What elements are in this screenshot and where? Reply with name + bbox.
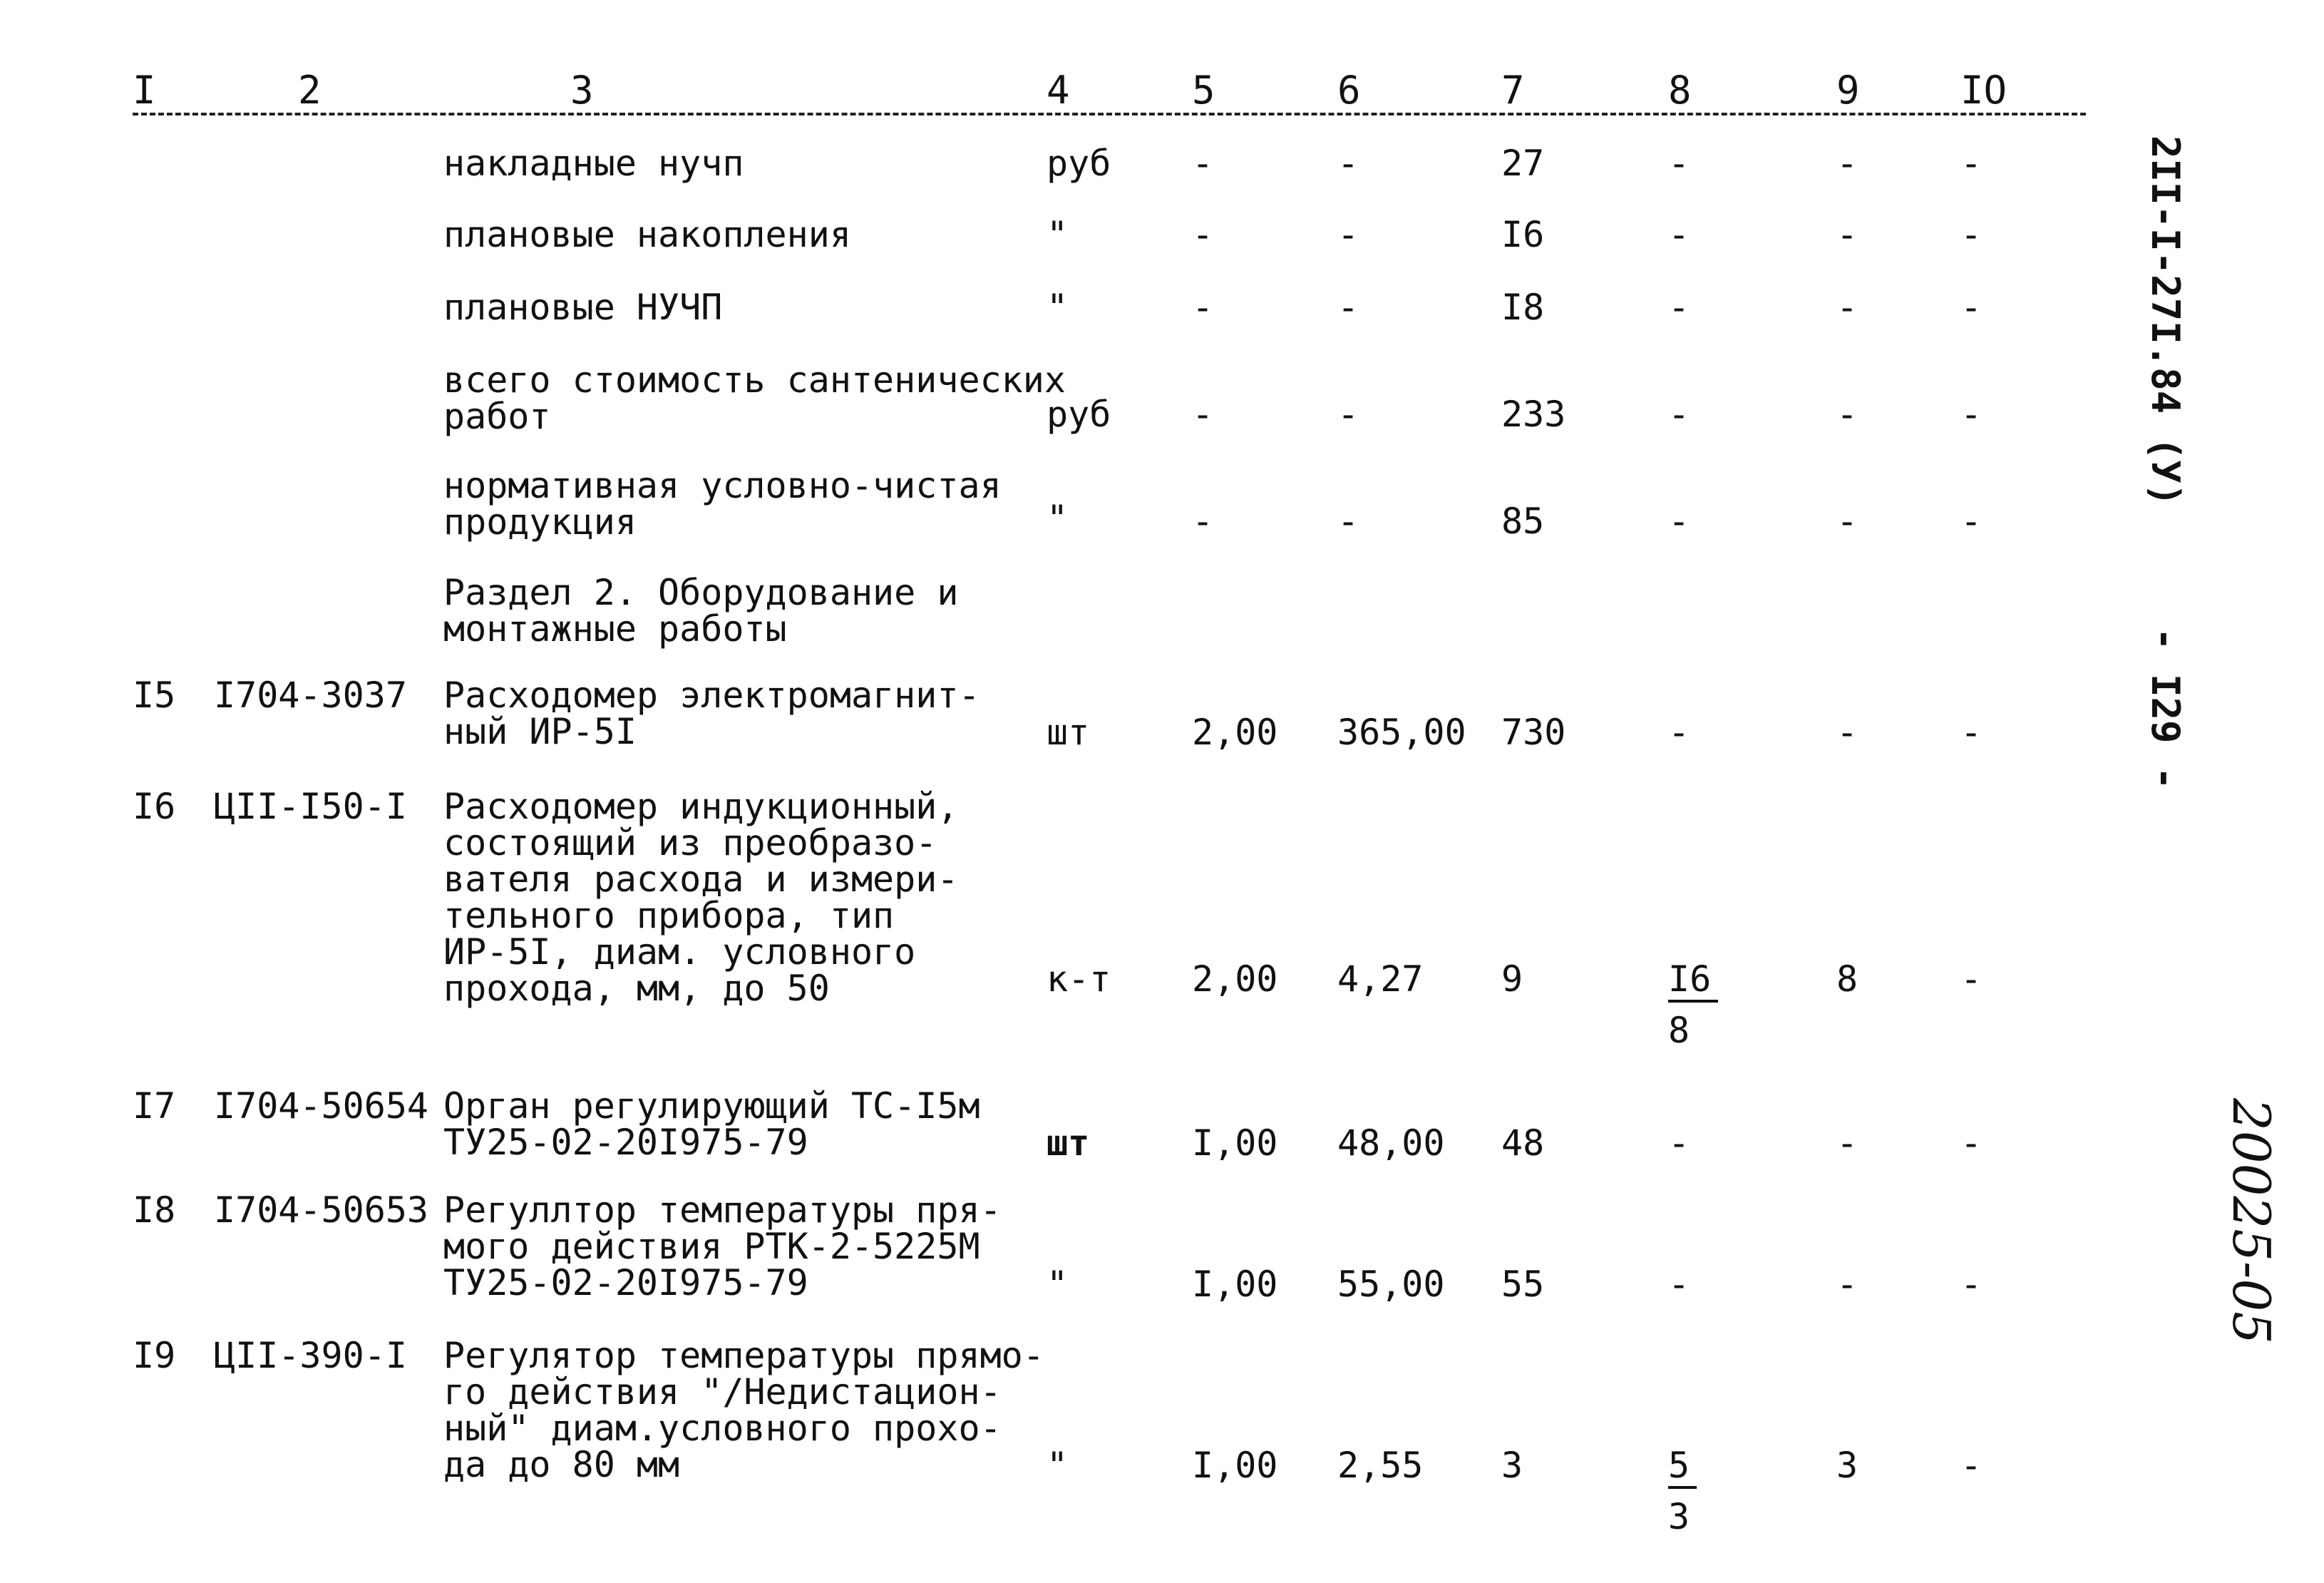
row-code: I704-3037 xyxy=(214,675,407,716)
row-code: I704-50654 xyxy=(214,1085,429,1127)
row-col9: - xyxy=(1836,712,1858,753)
row-description: Регулятор температуры прямо- го действия "/Недистацион- ный" диам.условного прохо- да до 80 мм xyxy=(443,1335,1044,1485)
row-unit: " xyxy=(1047,214,1069,255)
row-code: ЦII-390-I xyxy=(214,1335,407,1376)
row-col10: - xyxy=(1960,1445,1983,1486)
row-unit: руб xyxy=(1047,143,1111,184)
row-col6: - xyxy=(1337,143,1359,184)
row-col7: 48 xyxy=(1501,1122,1545,1164)
row-col6: - xyxy=(1337,287,1359,328)
row-col5: 2,00 xyxy=(1192,958,1278,1000)
row-unit: шт xyxy=(1047,1122,1090,1164)
row-col7: 9 xyxy=(1501,958,1523,1000)
row-col5: I,00 xyxy=(1192,1445,1278,1486)
row-col7: 55 xyxy=(1501,1264,1545,1305)
row-col9: - xyxy=(1836,394,1858,435)
row-number: I5 xyxy=(133,675,176,716)
header-col-8: 8 xyxy=(1668,68,1692,113)
row-col5: 2,00 xyxy=(1192,712,1278,753)
row-description: плановые НУЧП xyxy=(443,287,723,328)
row-col6: 4,27 xyxy=(1337,958,1424,1000)
row-unit: шт xyxy=(1047,712,1090,753)
row-col9: - xyxy=(1836,214,1858,255)
row-description: всего стоимость сантенических работ xyxy=(443,359,1066,437)
header-col-2: 2 xyxy=(298,68,322,113)
row-number: I6 xyxy=(133,786,176,827)
row-col7: I6 xyxy=(1501,214,1545,255)
row-col7: 3 xyxy=(1501,1445,1523,1486)
row-unit: " xyxy=(1047,498,1069,539)
row-col8: - xyxy=(1668,1122,1690,1164)
header-col-4: 4 xyxy=(1047,68,1070,113)
row-col10: - xyxy=(1960,214,1983,255)
handwritten-number: 20025-05 xyxy=(2221,1098,2281,1344)
row-col5: - xyxy=(1192,287,1214,328)
row-number: I8 xyxy=(133,1189,176,1231)
row-col8: - xyxy=(1668,214,1690,255)
row-col8: - xyxy=(1668,287,1690,328)
fraction-numerator: 5 xyxy=(1668,1448,1697,1489)
row-col10: - xyxy=(1960,1264,1983,1305)
row-number: I7 xyxy=(133,1085,176,1127)
header-col-7: 7 xyxy=(1501,68,1525,113)
row-col9: - xyxy=(1836,287,1858,328)
row-col8: - xyxy=(1668,1264,1690,1305)
header-col-5: 5 xyxy=(1192,68,1215,113)
row-col10: - xyxy=(1960,394,1983,435)
row-col5: - xyxy=(1192,394,1214,435)
row-col6: - xyxy=(1337,501,1359,542)
row-col8: - xyxy=(1668,394,1690,435)
row-col9: - xyxy=(1836,1122,1858,1164)
row-col5: - xyxy=(1192,501,1214,542)
row-col8: - xyxy=(1668,143,1690,184)
row-unit: " xyxy=(1047,1445,1069,1486)
row-number: I9 xyxy=(133,1335,176,1376)
row-col5: - xyxy=(1192,214,1214,255)
row-col7: 233 xyxy=(1501,394,1566,435)
row-col6: - xyxy=(1337,214,1359,255)
row-col5: I,00 xyxy=(1192,1264,1278,1305)
row-col8-fraction xyxy=(1668,1445,1697,1537)
document-code: 2II-I-27I.84 (У) xyxy=(2143,135,2188,507)
row-col5: I,00 xyxy=(1192,1122,1278,1164)
row-unit: " xyxy=(1047,1264,1069,1305)
fraction-denominator: 3 xyxy=(1668,1496,1690,1537)
row-col9: 8 xyxy=(1836,958,1858,1000)
header-col-1: I xyxy=(133,68,156,113)
row-code: ЦII-I50-I xyxy=(214,786,407,827)
row-col7: I8 xyxy=(1501,287,1545,328)
header-rule xyxy=(133,113,2086,116)
row-col5: - xyxy=(1192,143,1214,184)
row-code: I704-50653 xyxy=(214,1189,429,1231)
fraction-denominator: 8 xyxy=(1668,1010,1690,1051)
fraction-numerator: I6 xyxy=(1668,961,1718,1003)
row-col10: - xyxy=(1960,958,1983,1000)
row-description: Расходомер индукционный, состоящий из преобразо- вателя расхода и измери- тельного прибора, тип ИР-5I, диам. условного прохода, мм, до 50 xyxy=(443,786,959,1009)
row-col8: - xyxy=(1668,501,1690,542)
row-col7: 85 xyxy=(1501,501,1545,542)
row-description: Регуллтор температуры пря- мого действия РТК-2-5225М ТУ25-02-20I975-79 xyxy=(443,1189,1002,1303)
row-description: накладные нучп xyxy=(443,143,744,184)
row-col6: 365,00 xyxy=(1337,712,1466,753)
row-col10: - xyxy=(1960,143,1983,184)
header-col-6: 6 xyxy=(1337,68,1361,113)
header-col-3: 3 xyxy=(570,68,594,113)
row-col7: 27 xyxy=(1501,143,1545,184)
row-col10: - xyxy=(1960,1122,1983,1164)
row-col10: - xyxy=(1960,712,1983,753)
row-col8: - xyxy=(1668,712,1690,753)
row-description: нормативная условно-чистая продукция xyxy=(443,465,1002,543)
row-unit: " xyxy=(1047,287,1069,328)
row-col6: 55,00 xyxy=(1337,1264,1445,1305)
row-unit: руб xyxy=(1047,394,1111,435)
row-col6: 2,55 xyxy=(1337,1445,1424,1486)
row-description: Расходомер электромагнит- ный ИР-5I xyxy=(443,675,980,752)
section-heading: Раздел 2. Оборудование и монтажные работы xyxy=(443,572,959,650)
row-col6: 48,00 xyxy=(1337,1122,1445,1164)
header-col-9: 9 xyxy=(1836,68,1860,113)
row-col9: - xyxy=(1836,501,1858,542)
header-col-10: IО xyxy=(1960,68,2007,113)
row-col9: - xyxy=(1836,143,1858,184)
row-description: плановые накопления xyxy=(443,214,851,255)
row-col10: - xyxy=(1960,287,1983,328)
row-col7: 730 xyxy=(1501,712,1566,753)
row-col6: - xyxy=(1337,394,1359,435)
row-col9: 3 xyxy=(1836,1445,1858,1486)
row-description: Орган регулирующий ТС-I5м ТУ25-02-20I975-79 xyxy=(443,1085,980,1163)
page-number: - I29 - xyxy=(2143,627,2188,790)
row-col10: - xyxy=(1960,501,1983,542)
row-col9: - xyxy=(1836,1264,1858,1305)
row-col8-fraction xyxy=(1668,958,1718,1051)
row-unit: к-т xyxy=(1047,958,1111,1000)
